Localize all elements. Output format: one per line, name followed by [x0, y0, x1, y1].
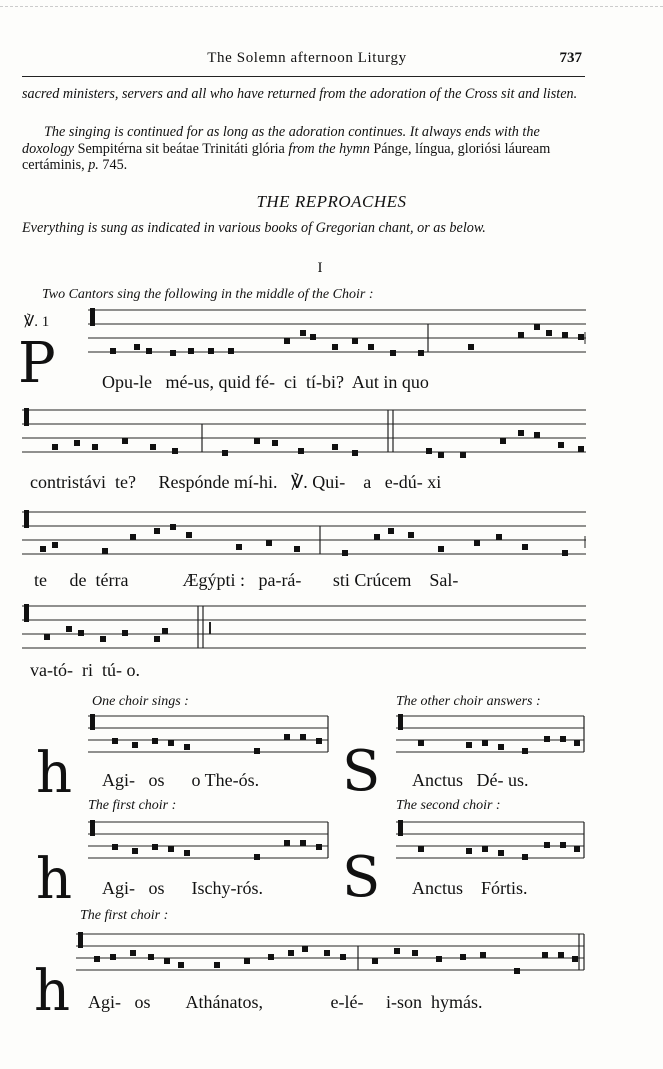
running-title: The Solemn afternoon Liturgy — [207, 50, 407, 66]
lyric-line-3: te de térra Ægýpti : pa-rá- sti Crúcem Sal- — [34, 570, 459, 590]
cantors-rubric: Two Cantors sing the following in the middle of the Choir : — [42, 287, 374, 302]
para2-page-abbr: p. — [84, 157, 99, 173]
section-instruction: Everything is sung as indicated in various books of Gregorian chant, or as below. — [22, 220, 486, 236]
intro-paragraph-1: sacred ministers, servers and all who have returned from the adoration of the Cross sit and listen. — [22, 86, 578, 102]
lyric-line-4: va-tó- ri tú- o. — [30, 660, 140, 680]
staff-sanctus-fortis — [396, 816, 588, 872]
staff-1 — [88, 304, 588, 364]
header-rule — [22, 76, 585, 77]
lyric-agios-ischyros: Agi- os Ischy-rós. — [102, 878, 263, 898]
initial-h-3: h — [34, 959, 71, 1024]
lyric-line-1: Opu-le mé-us, quid fé- ci tí-bi? Aut in quo — [102, 372, 429, 392]
staff-agios-ischyros — [88, 816, 332, 872]
lyric-line-2: contristávi te? Respónde mí-hi. ℣. Qui- a e-dú- xi — [30, 472, 442, 492]
staff-agios-theos — [88, 710, 332, 766]
para2-page-ref: 745. — [98, 157, 128, 173]
versicle-number: ℣. 1 — [24, 314, 50, 330]
initial-h-1: h — [36, 741, 73, 806]
rubric-second-choir: The second choir : — [396, 798, 501, 813]
section-number: I — [317, 260, 323, 276]
lyric-agios-theos: Agi- os o The-ós. — [102, 770, 260, 790]
scan-edge-marks — [0, 6, 663, 9]
page-header — [22, 50, 592, 72]
rubric-one-choir: One choir sings : — [92, 694, 189, 709]
rubric-other-choir: The other choir answers : — [396, 694, 541, 709]
staff-2 — [22, 404, 588, 464]
rubric-first-choir-b: The first choir : — [80, 908, 169, 923]
para2-italic-a: The singing is continued for as long as the adoration continues. It always ends with the doxology — [22, 124, 540, 157]
initial-h-2: h — [36, 847, 73, 912]
lyric-sanctus-deus: Anctus Dé- us. — [412, 770, 529, 790]
staff-3 — [22, 506, 588, 566]
para2-italic-c: from the hymn — [288, 140, 370, 157]
staff-sanctus-deus — [396, 710, 588, 766]
initial-P: P — [18, 331, 56, 396]
para2-hymn-title: Pánge, língua, gloriósi láuream certáminis, — [22, 140, 551, 173]
staff-agios-athanatos — [76, 928, 588, 984]
staff-4 — [22, 600, 588, 660]
lyric-sanctus-fortis: Anctus Fórtis. — [412, 878, 528, 898]
initial-S-2: S — [342, 845, 381, 910]
intro-paragraph-2 — [22, 124, 585, 174]
lyric-agios-athanatos: Agi- os Athánatos, e-lé- i-son hymás. — [88, 992, 483, 1012]
page-number: 737 — [559, 50, 582, 66]
rubric-first-choir-a: The first choir : — [88, 798, 177, 813]
section-title: THE REPROACHES — [256, 192, 407, 211]
para2-latin: Sempitérna sit beátae Trinitáti glória — [74, 140, 289, 157]
initial-S-1: S — [342, 739, 381, 804]
